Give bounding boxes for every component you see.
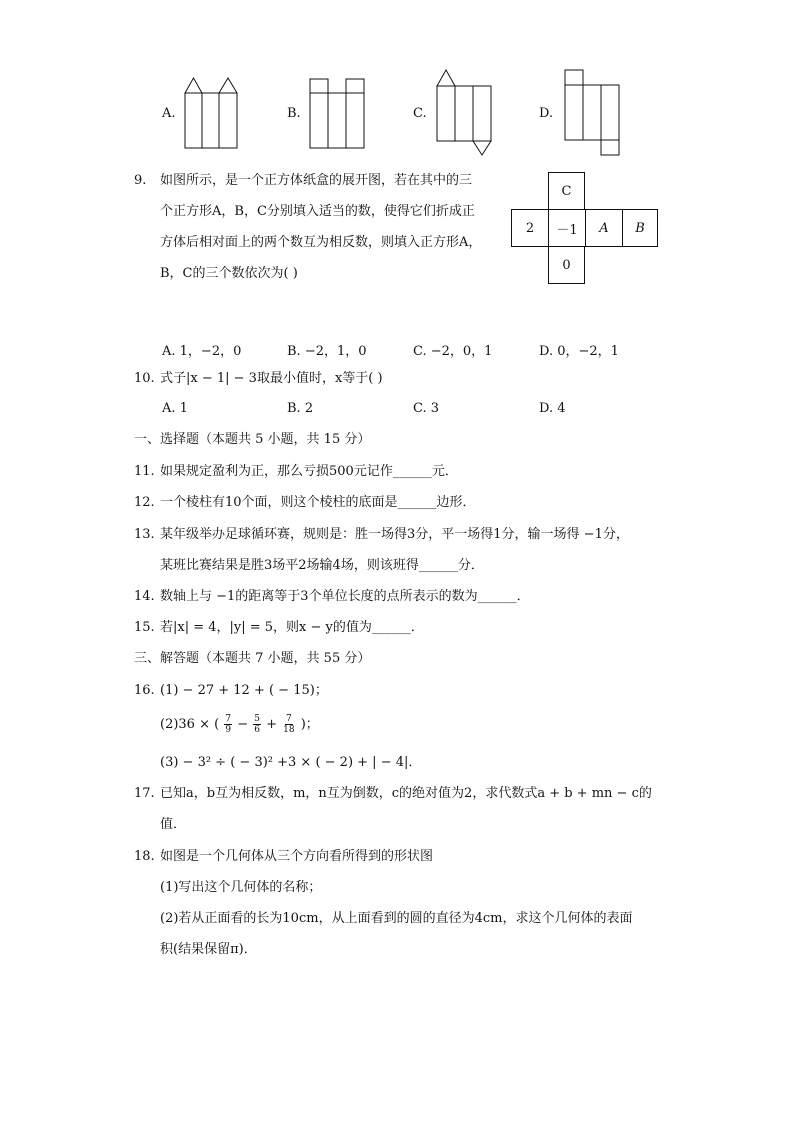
question-text-line: 某年级举办足球循环赛，规则是：胜一场得3分，平一场得1分，输一场得 −1分，	[160, 527, 629, 542]
question-number: 9.	[134, 173, 147, 188]
question-text-line: 方体后相对面上的两个数互为相反数，则填入正方形A，	[160, 235, 482, 250]
option-b[interactable]: B. 2	[287, 401, 314, 416]
fraction-5-6: $\frac{5}{6}$	[254, 714, 260, 735]
question-text-line: 已知a，b互为相反数，m，n互为倒数，c的绝对值为2，求代数式a + b + mn − c的	[160, 786, 652, 801]
operator: +	[266, 717, 282, 732]
question-text-line: 个正方形A，B，C分别填入适当的数，使得它们折成正	[160, 204, 475, 219]
question-text-line: 如图是一个几何体从三个方向看所得到的形状图	[160, 849, 434, 864]
net-cell-b: B	[622, 209, 658, 247]
question-text: 式子|x − 1| − 3取最小值时，x等于( )	[160, 371, 383, 386]
option-b[interactable]: B. −2，1，0	[287, 344, 367, 359]
option-c[interactable]: C. −2，0，1	[413, 344, 493, 359]
question-part-1: (1) − 27 + 12 + ( − 15)；	[160, 683, 328, 698]
option-label: A.	[162, 106, 176, 121]
question-text: 若|x| = 4，|y| = 5，则x − y的值为______．	[160, 620, 424, 635]
net-cell-bottom: 0	[548, 246, 585, 284]
question-text: 一个棱柱有10个面，则这个棱柱的底面是______边形．	[160, 495, 476, 510]
question-number: 13.	[134, 527, 155, 542]
option-a[interactable]: A. 1	[162, 401, 188, 416]
question-text-line: 值．	[160, 817, 187, 832]
option-label: D.	[539, 106, 554, 121]
question-text-line: 如图所示，是一个正方体纸盒的展开图，若在其中的三	[160, 173, 473, 188]
section-heading: 一、选择题（本题共 5 小题，共 15 分）	[134, 432, 371, 447]
question-number: 17.	[134, 786, 155, 801]
question-part-2	[160, 713, 319, 737]
question-text-line: 积(结果保留π)．	[160, 942, 257, 957]
question-number: 12.	[134, 495, 155, 510]
option-a[interactable]: A. 1，−2，0	[162, 344, 242, 359]
question-text-line: 某班比赛结果是胜3场平2场输4场，则该班得______分．	[160, 558, 484, 573]
question-number: 14.	[134, 589, 155, 604]
option-d[interactable]: D. 4	[539, 401, 566, 416]
fraction-7-18: $\frac{7}{18}$	[283, 714, 295, 735]
question-text: 如果规定盈利为正，那么亏损500元记作______元．	[160, 464, 458, 479]
question-number: 10.	[134, 371, 155, 386]
option-label: B.	[287, 106, 301, 121]
net-cell-center: －1	[548, 209, 586, 247]
section-heading: 三、解答题（本题共 7 小题，共 55 分）	[134, 651, 371, 666]
net-cell-c: C	[548, 172, 585, 210]
option-d[interactable]: D. 0，−2，1	[539, 344, 619, 359]
question-text-line: B，C的三个数依次为( )	[160, 266, 298, 281]
option-label: C.	[413, 106, 427, 121]
question-text-line: (2)若从正面看的长为10cm，从上面看到的圆的直径为4cm，求这个几何体的表面	[160, 911, 633, 926]
question-text: 数轴上与 −1的距离等于3个单位长度的点所表示的数为______．	[160, 589, 530, 604]
question-text-line: (1)写出这个几何体的名称；	[160, 880, 322, 895]
operator: −	[237, 717, 253, 732]
expr-suffix: )；	[300, 717, 319, 732]
expr-prefix: (2)36 × (	[160, 717, 220, 732]
question-number: 16.	[134, 683, 155, 698]
net-cell-a: A	[585, 209, 623, 247]
question-number: 18.	[134, 849, 155, 864]
fraction-7-9: $\frac{7}{9}$	[225, 714, 232, 735]
question-number: 15.	[134, 620, 155, 635]
option-c[interactable]: C. 3	[413, 401, 440, 416]
net-cell-left: 2	[511, 209, 549, 247]
net-figure-d	[0, 0, 794, 170]
question-number: 11.	[134, 464, 155, 479]
question-part-3: (3) − 3² ÷ ( − 3)² +3 × ( − 2) + | − 4|．	[160, 755, 422, 770]
